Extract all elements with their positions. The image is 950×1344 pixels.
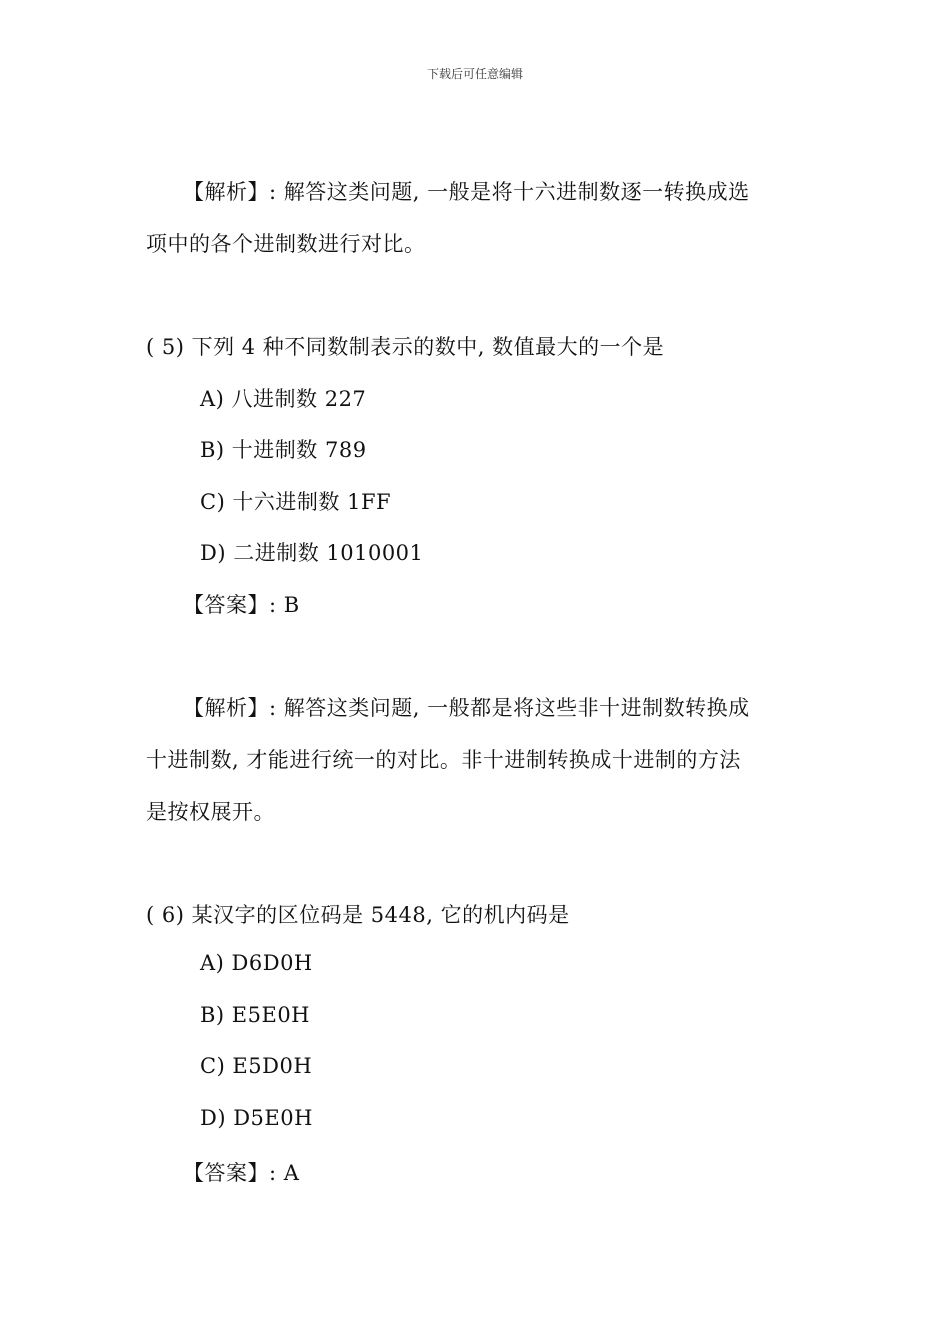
- answer-6: 【答案】: A: [183, 1161, 300, 1185]
- option-b: B) 十进制数 789: [200, 438, 367, 462]
- analysis-line: 【解析】: 解答这类问题, 一般是将十六进制数逐一转换成选: [183, 180, 750, 204]
- option-a: A) 八进制数 227: [200, 387, 367, 411]
- analysis-line: 项中的各个进制数进行对比。: [146, 232, 426, 256]
- page-header: 下载后可任意编辑: [426, 67, 523, 81]
- analysis-line: 【解析】: 解答这类问题, 一般都是将这些非十进制数转换成: [183, 696, 750, 720]
- option-d: D) D5E0H: [200, 1106, 313, 1130]
- option-d: D) 二进制数 1010001: [200, 541, 424, 565]
- option-c: C) 十六进制数 1FF: [200, 490, 392, 514]
- answer-5: 【答案】: B: [183, 593, 300, 617]
- option-b: B) E5E0H: [200, 1003, 310, 1027]
- analysis-line: 十进制数, 才能进行统一的对比。非十进制转换成十进制的方法: [146, 748, 741, 772]
- option-a: A) D6D0H: [200, 951, 313, 975]
- question-6: ( 6) 某汉字的区位码是 5448, 它的机内码是: [146, 903, 570, 927]
- analysis-line: 是按权展开。: [146, 800, 275, 824]
- option-c: C) E5D0H: [200, 1054, 313, 1078]
- question-5: ( 5) 下列 4 种不同数制表示的数中, 数值最大的一个是: [146, 335, 665, 359]
